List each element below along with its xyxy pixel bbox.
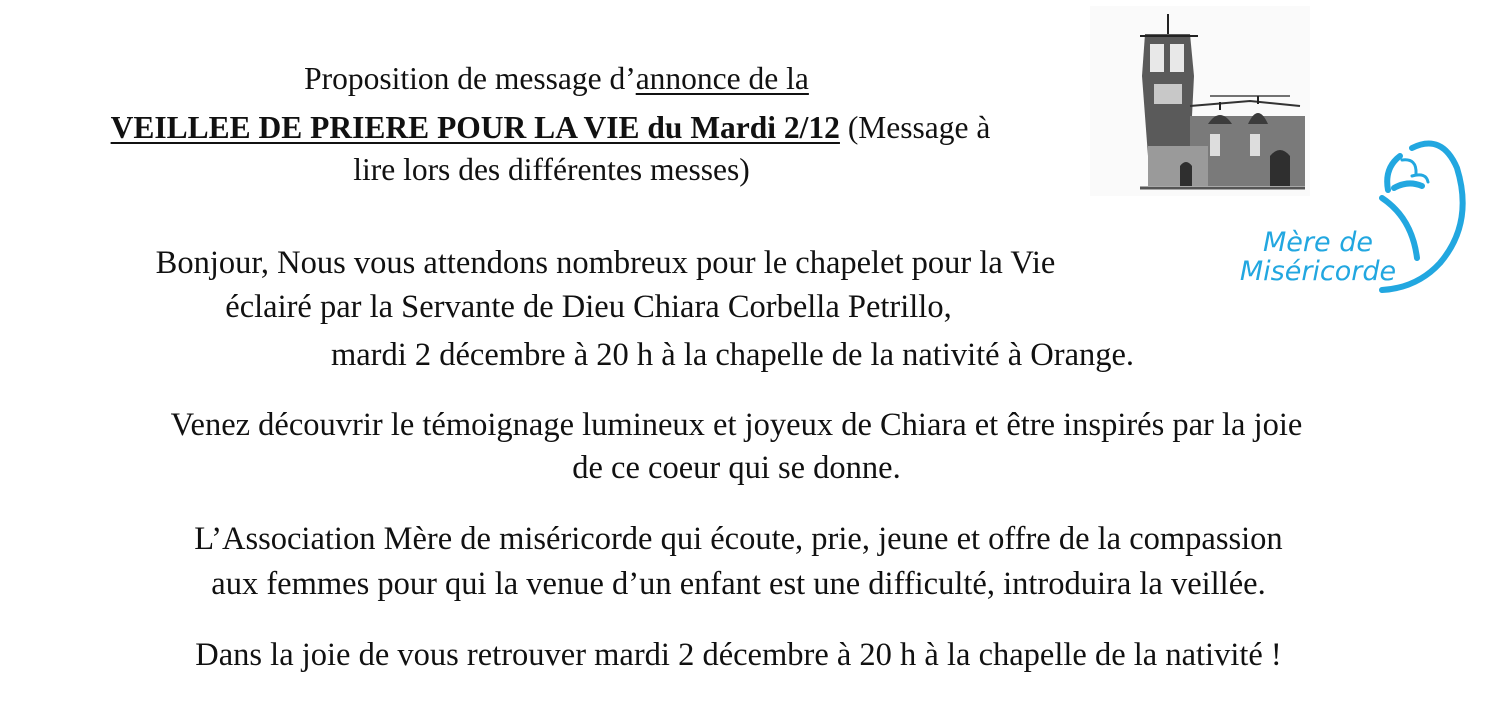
paragraph-4-line-1: Dans la joie de vous retrouver mardi 2 décembre à 20 h à la chapelle de la nativité ! <box>195 637 1282 673</box>
paragraph-3-line-2: aux femmes pour qui la venue d’un enfant est une difficulté, introduira la veillée. <box>211 566 1266 602</box>
paragraph-1-line-3: mardi 2 décembre à 20 h à la chapelle de la nativité à Orange. <box>330 337 1135 373</box>
paragraph-2-line-2: de ce coeur qui se donne. <box>572 450 901 486</box>
paragraph-3-line-1: L’Association Mère de miséricorde qui écoute, prie, jeune et offre de la compassion <box>194 521 1283 557</box>
logo-caption <box>1218 228 1418 286</box>
paragraph-1-line-1: Bonjour, Nous vous attendons nombreux pour le chapelet pour la Vie <box>155 245 1056 281</box>
heading-event-title: VEILLEE DE PRIERE POUR LA VIE du Mardi 2/12 <box>110 110 840 145</box>
heading-line-1-underlined: annonce de la <box>635 61 809 96</box>
heading-line-1-prefix: Proposition de message d’ <box>304 61 636 96</box>
paragraph-1-line-2: éclairé par la Servante de Dieu Chiara Corbella Petrillo, <box>225 289 952 325</box>
logo-line-2: Miséricorde <box>1239 256 1397 287</box>
heading-line-3: lire lors des différentes messes) <box>353 152 750 187</box>
heading-line-2-suffix: (Message à <box>839 110 991 145</box>
logo-line-1: Mère de <box>1263 227 1373 258</box>
paragraph-2-line-1: Venez découvrir le témoignage lumineux et joyeux de Chiara et être inspirés par la joie <box>170 407 1303 443</box>
